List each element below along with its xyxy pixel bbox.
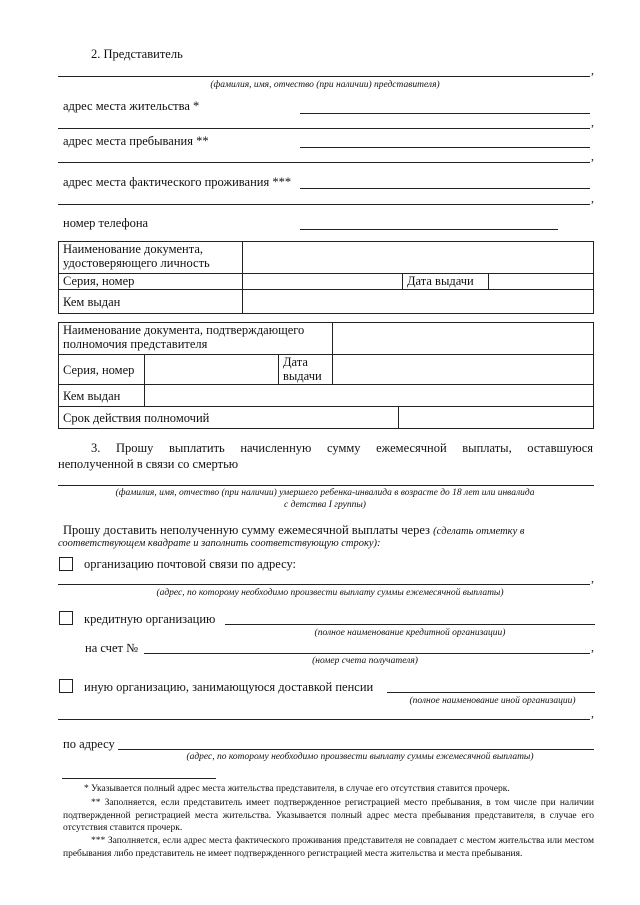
credit-option-checkbox[interactable] bbox=[59, 611, 73, 625]
residence-address-field[interactable] bbox=[300, 113, 590, 114]
authority-doc-name-label: Наименование документа, подтверждающего полномочия представителя bbox=[59, 323, 333, 355]
authority-issue-date-label: Дата выдачи bbox=[279, 355, 333, 385]
section-3-text: 3. Прошу выплатить начисленную сумму ежемесячной выплаты, оставшуюся bbox=[91, 441, 593, 455]
account-label: на счет № bbox=[85, 641, 139, 655]
actual-address-field[interactable] bbox=[300, 188, 590, 189]
authority-document-table bbox=[58, 322, 594, 429]
representative-name-caption: (фамилия, имя, отчество (при наличии) представителя) bbox=[210, 80, 440, 90]
stay-address-field[interactable] bbox=[300, 147, 590, 148]
authority-doc-name-field[interactable] bbox=[333, 323, 594, 355]
authority-issued-by-label: Кем выдан bbox=[59, 385, 145, 407]
phone-label: номер телефона bbox=[63, 216, 149, 230]
postal-address-caption: (адрес, по которому необходимо произвести выплату суммы ежемесячной выплаты) bbox=[156, 588, 504, 598]
credit-option-label: кредитную организацию bbox=[84, 612, 216, 626]
footnote-1: * Указывается полный адрес места жительства представителя, в случае его отсутствия ставится прочерк. bbox=[84, 784, 510, 794]
other-org-field[interactable] bbox=[387, 692, 595, 693]
authority-issue-date-field[interactable] bbox=[333, 355, 594, 385]
identity-issued-by-field[interactable] bbox=[243, 290, 594, 314]
account-number-field[interactable] bbox=[144, 653, 590, 654]
other-org-caption: (полное наименование иной организации) bbox=[409, 696, 576, 706]
delivery-instruction-note: соответствующем квадрате и заполнить соответствующую строку): bbox=[58, 538, 381, 549]
identity-doc-name-field[interactable] bbox=[243, 242, 594, 274]
postal-option-label: организацию почтовой связи по адресу: bbox=[84, 557, 297, 571]
identity-issue-date-field[interactable] bbox=[489, 274, 594, 290]
identity-doc-name-label: Наименование документа, удостоверяющего личность bbox=[59, 242, 243, 274]
authority-validity-field[interactable] bbox=[399, 407, 594, 429]
authority-series-label: Серия, номер bbox=[59, 355, 145, 385]
delivery-address-caption: (адрес, по которому необходимо произвести выплату суммы ежемесячной выплаты) bbox=[186, 752, 534, 762]
representative-name-line[interactable] bbox=[58, 76, 590, 77]
residence-address-field-2[interactable] bbox=[58, 128, 590, 129]
authority-series-field[interactable] bbox=[145, 355, 279, 385]
authority-issued-by-field[interactable] bbox=[145, 385, 594, 407]
section-3-text-2: неполученной в связи со смертью bbox=[58, 457, 239, 471]
account-number-caption: (номер счета получателя) bbox=[312, 656, 418, 666]
identity-issue-date-label: Дата выдачи bbox=[403, 274, 489, 290]
postal-address-field[interactable] bbox=[58, 584, 590, 585]
deceased-name-caption-2: с детства I группы) bbox=[284, 500, 366, 510]
credit-org-caption: (полное наименование кредитной организации) bbox=[314, 628, 506, 638]
stay-address-label: адрес места пребывания ** bbox=[63, 134, 209, 148]
identity-document-table bbox=[58, 241, 594, 314]
actual-address-label: адрес места фактического проживания *** bbox=[63, 175, 292, 189]
deceased-name-caption: (фамилия, имя, отчество (при наличии) умершего ребенка-инвалида в возрасте до 18 лет или инвалида bbox=[115, 488, 535, 498]
residence-address-label: адрес места жительства * bbox=[63, 99, 200, 113]
footnote-3: *** Заполняется, если адрес места фактического проживания представителя не совпадает с местом жительства или местом пребывания либо представитель не имеет подтвержденного регистрацией места жительства и места пребывания. bbox=[63, 836, 594, 859]
footnote-separator bbox=[62, 778, 216, 779]
postal-option-checkbox[interactable] bbox=[59, 557, 73, 571]
identity-issued-by-label: Кем выдан bbox=[59, 290, 243, 314]
delivery-address-field[interactable] bbox=[118, 749, 594, 750]
footnote-2: ** Заполняется, если представитель имеет подтвержденное регистрацией место пребывания, в том числе при наличии подтвержденной регистрацией места жительства. Указывается полный адрес места пребывания представителя, в случае его отсутствия ставится прочерк. bbox=[63, 798, 594, 833]
other-option-checkbox[interactable] bbox=[59, 679, 73, 693]
identity-series-label: Серия, номер bbox=[59, 274, 243, 290]
identity-series-field[interactable] bbox=[243, 274, 403, 290]
section-2-title: 2. Представитель bbox=[91, 47, 183, 61]
other-org-field-2[interactable] bbox=[58, 719, 590, 720]
phone-field[interactable] bbox=[300, 229, 558, 230]
deceased-name-field[interactable] bbox=[58, 485, 594, 486]
credit-org-field[interactable] bbox=[225, 624, 595, 625]
address-label: по адресу bbox=[63, 737, 115, 751]
stay-address-field-2[interactable] bbox=[58, 162, 590, 163]
actual-address-field-2[interactable] bbox=[58, 204, 590, 205]
other-option-label: иную организацию, занимающуюся доставкой пенсии bbox=[84, 680, 374, 694]
authority-validity-label: Срок действия полномочий bbox=[59, 407, 399, 429]
delivery-instruction: Прошу доставить неполученную сумму ежемесячной выплаты через (сделать отметку в bbox=[63, 523, 525, 537]
